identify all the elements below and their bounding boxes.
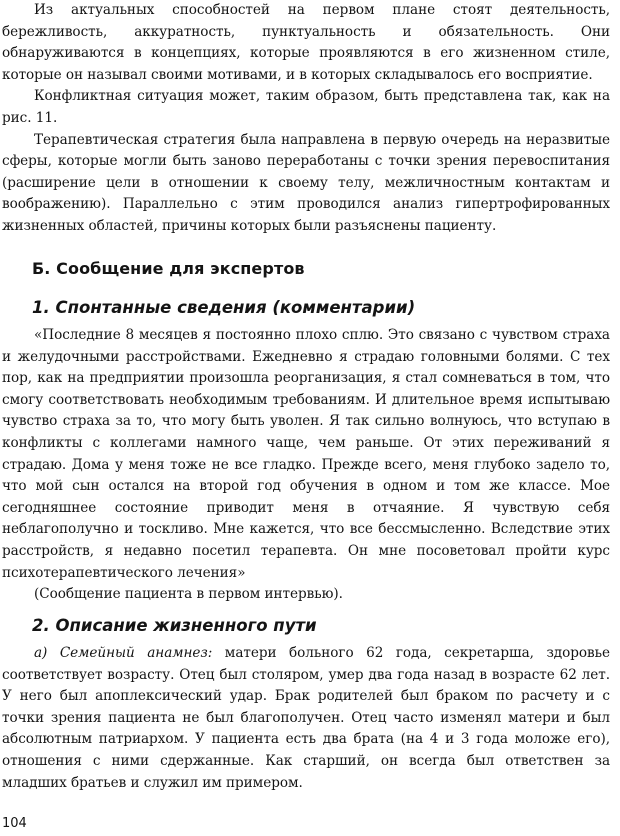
top-text-block <box>2 0 610 238</box>
section-b-heading: Б. Сообщение для экспертов <box>32 259 305 278</box>
quote-source: (Сообщение пациента в первом интервью). <box>34 586 343 603</box>
subsection-2-heading: 2. Описание жизненного пути <box>32 616 317 635</box>
quote-block <box>2 325 610 606</box>
family-history-body: матери больного 62 года, секретарша, здоровье соответствует возрасту. Отец был столяром, умер два года назад в возрасте 62 лет. У него был апоплексический удар. Брак родителей был браком по расчету и с точки зрения пациента не был благополучен. Отец часто изменял матери и был абсолютным патриархом. У пациента есть два брата (на 4 и 3 года моложе его), отношения с ними сдержанные. Как старший, он всегда был ответствен за младших братьев и служил им примером. <box>2 645 611 791</box>
family-history-paragraph <box>2 643 610 794</box>
page-number: 104 <box>2 816 27 831</box>
paragraph-abilities: Из актуальных способностей на первом плане стоят деятельность, бережливость, аккуратность, пунктуальность и обязательность. Они обнаруживаются в концепциях, которые проявляются в его жизненном стиле, которые он называл своими мотивами, и в которых складывалось его восприятие. <box>2 2 610 83</box>
patient-quote: «Последние 8 месяцев я постоянно плохо сплю. Это связано с чувством страха и желудочными расстройствами. Ежедневно я страдаю головными болями. С тех пор, как на предприятии произошла реорганизация, я стал сомневаться в том, что смогу соответствовать необходимым требованиям. И длительное время испытываю чувство страха за то, что могу быть уволен. Я так сильно волнуюсь, что вступаю в конфликты с коллегами намного чаще, чем раньше. От этих переживаний я страдаю. Дома у меня тоже не все гладко. Прежде всего, меня глубоко задело то, что мой сын остался на второй год обучения в одном и том же классе. Мое сегодняшнее состояние приводит меня в отчаяние. Я чувствую себя неблагополучно и тоскливо. Мне кажется, что все бессмысленно. Вследствие этих расстройств, я недавно посетил терапевта. Он мне посоветовал пройти курс психотерапевтического лечения» <box>2 327 610 581</box>
family-history-lead: а) Семейный анамнез: <box>34 645 213 661</box>
paragraph-conflict: Конфликтная ситуация может, таким образом, быть представлена так, как на рис. 11. <box>2 88 610 126</box>
paragraph-strategy: Терапевтическая стратегия была направлена в первую очередь на неразвитые сферы, которые могли быть заново переработаны с точки зрения перевоспитания (расширение цели в отношении к своему телу, межличностным контактам и воображению). Параллельно с этим проводился анализ гипертрофированных жизненных областей, причины которых были разъяснены пациенту. <box>2 131 610 234</box>
subsection-1-heading: 1. Спонтанные сведения (комментарии) <box>32 298 416 317</box>
family-history-block <box>2 643 610 794</box>
